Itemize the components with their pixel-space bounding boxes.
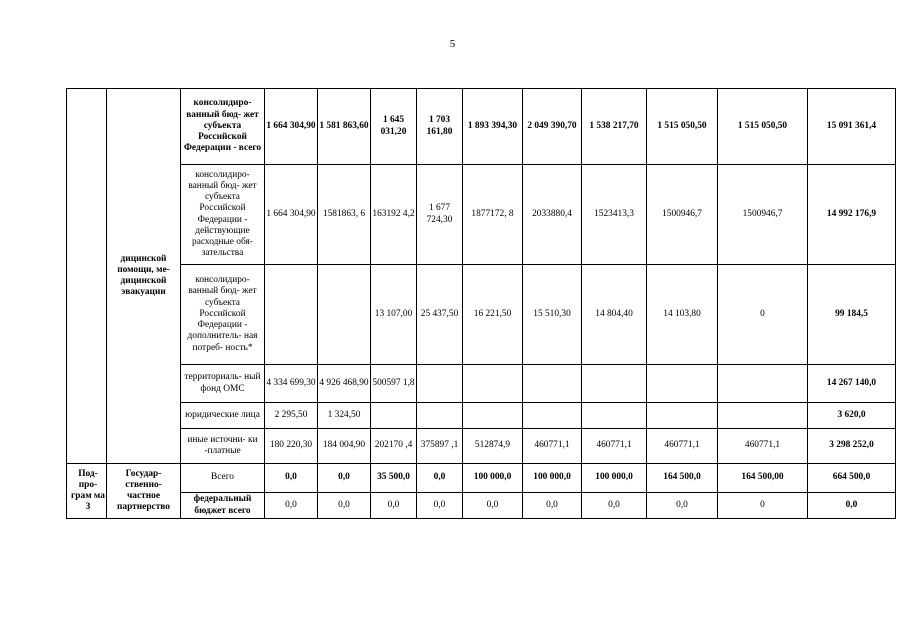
- total-cell: 99 184,5: [808, 265, 896, 365]
- value-cell: [582, 403, 647, 429]
- program-cell-empty: [67, 89, 107, 464]
- funding-source: территориаль- ный фонд ОМС: [181, 365, 265, 403]
- value-cell: 0,0: [318, 464, 371, 493]
- value-cell: 460771,1: [582, 429, 647, 464]
- value-cell: 0,0: [417, 464, 463, 493]
- value-cell: 1 677 724,30: [417, 165, 463, 265]
- value-cell: [318, 265, 371, 365]
- total-cell: 14 267 140,0: [808, 365, 896, 403]
- value-cell: 100 000,0: [463, 464, 523, 493]
- value-cell: [718, 365, 808, 403]
- funding-source: федеральный бюджет всего: [181, 493, 265, 519]
- value-cell: 202170 ,4: [371, 429, 417, 464]
- funding-source: Всего: [181, 464, 265, 493]
- value-cell: [582, 365, 647, 403]
- value-cell: 1 664 304,90: [265, 89, 318, 165]
- value-cell: 184 004,90: [318, 429, 371, 464]
- value-cell: 0,0: [318, 493, 371, 519]
- value-cell: 460771,1: [647, 429, 718, 464]
- value-cell: 0,0: [582, 493, 647, 519]
- value-cell: 1 581 863,60: [318, 89, 371, 165]
- value-cell: 0,0: [647, 493, 718, 519]
- value-cell: 100 000,0: [582, 464, 647, 493]
- value-cell: 460771,1: [523, 429, 582, 464]
- table-row: [67, 365, 896, 403]
- value-cell: [718, 403, 808, 429]
- total-cell: 14 992 176,9: [808, 165, 896, 265]
- value-cell: [523, 403, 582, 429]
- value-cell: 1 645 031,20: [371, 89, 417, 165]
- value-cell: [417, 403, 463, 429]
- value-cell: 14 804,40: [582, 265, 647, 365]
- value-cell: [647, 365, 718, 403]
- value-cell: 0,0: [371, 493, 417, 519]
- value-cell: 500597 1,8: [371, 365, 417, 403]
- table-row: [67, 89, 896, 165]
- value-cell: 0,0: [265, 493, 318, 519]
- value-cell: 0: [718, 493, 808, 519]
- funding-source: консолидиро- ванный бюд- жет субъекта Российской Федерации - всего: [181, 89, 265, 165]
- value-cell: 1581863, 6: [318, 165, 371, 265]
- table-row: [67, 165, 896, 265]
- value-cell: 0,0: [265, 464, 318, 493]
- table-row: [67, 429, 896, 464]
- activity-label: дицинской помощи, ме- дицинской эвакуации: [107, 89, 181, 464]
- value-cell: 0,0: [463, 493, 523, 519]
- value-cell: 180 220,30: [265, 429, 318, 464]
- page-number: 5: [449, 38, 456, 50]
- table-row: [67, 493, 896, 519]
- value-cell: [265, 265, 318, 365]
- value-cell: 163192 4,2: [371, 165, 417, 265]
- program-name: Государ- ственно- частное партнерство: [107, 464, 181, 519]
- value-cell: 1877172, 8: [463, 165, 523, 265]
- funding-source: консолидиро- ванный бюд- жет субъекта Российской Федерации - действующие расходные обя- зательства: [181, 165, 265, 265]
- funding-source: юридические лица: [181, 403, 265, 429]
- value-cell: [523, 365, 582, 403]
- value-cell: 15 510,30: [523, 265, 582, 365]
- value-cell: 1523413,3: [582, 165, 647, 265]
- value-cell: 1500946,7: [718, 165, 808, 265]
- program-cell: Под- про- грам ма 3: [67, 464, 107, 519]
- value-cell: 100 000,0: [523, 464, 582, 493]
- value-cell: 0,0: [523, 493, 582, 519]
- value-cell: 512874,9: [463, 429, 523, 464]
- value-cell: 460771,1: [718, 429, 808, 464]
- value-cell: 2033880,4: [523, 165, 582, 265]
- funding-source: консолидиро- ванный бюд- жет субъекта Российской Федерации - дополнитель- ная потреб- ность*: [181, 265, 265, 365]
- value-cell: 16 221,50: [463, 265, 523, 365]
- value-cell: [371, 403, 417, 429]
- table-row: [67, 403, 896, 429]
- value-cell: 25 437,50: [417, 265, 463, 365]
- value-cell: 14 103,80: [647, 265, 718, 365]
- value-cell: 1 515 050,50: [647, 89, 718, 165]
- value-cell: [463, 365, 523, 403]
- value-cell: 164 500,00: [718, 464, 808, 493]
- value-cell: 1 664 304,90: [265, 165, 318, 265]
- value-cell: 35 500,0: [371, 464, 417, 493]
- value-cell: 4 926 468,90: [318, 365, 371, 403]
- value-cell: 375897 ,1: [417, 429, 463, 464]
- value-cell: 1 538 217,70: [582, 89, 647, 165]
- total-cell: 15 091 361,4: [808, 89, 896, 165]
- value-cell: 1 893 394,30: [463, 89, 523, 165]
- value-cell: 1 324,50: [318, 403, 371, 429]
- total-cell: 3 298 252,0: [808, 429, 896, 464]
- budget-table: [66, 88, 896, 519]
- value-cell: [417, 365, 463, 403]
- table-row: [67, 464, 896, 493]
- total-cell: 3 620,0: [808, 403, 896, 429]
- value-cell: [463, 403, 523, 429]
- value-cell: 13 107,00: [371, 265, 417, 365]
- total-cell: 664 500,0: [808, 464, 896, 493]
- value-cell: 0: [718, 265, 808, 365]
- total-cell: 0,0: [808, 493, 896, 519]
- value-cell: 0,0: [417, 493, 463, 519]
- value-cell: 1500946,7: [647, 165, 718, 265]
- value-cell: 164 500,0: [647, 464, 718, 493]
- value-cell: 4 334 699,30: [265, 365, 318, 403]
- funding-source: иные источни- ки -платные: [181, 429, 265, 464]
- value-cell: 1 515 050,50: [718, 89, 808, 165]
- table-row: [67, 265, 896, 365]
- value-cell: 2 049 390,70: [523, 89, 582, 165]
- value-cell: 2 295,50: [265, 403, 318, 429]
- value-cell: 1 703 161,80: [417, 89, 463, 165]
- value-cell: [647, 403, 718, 429]
